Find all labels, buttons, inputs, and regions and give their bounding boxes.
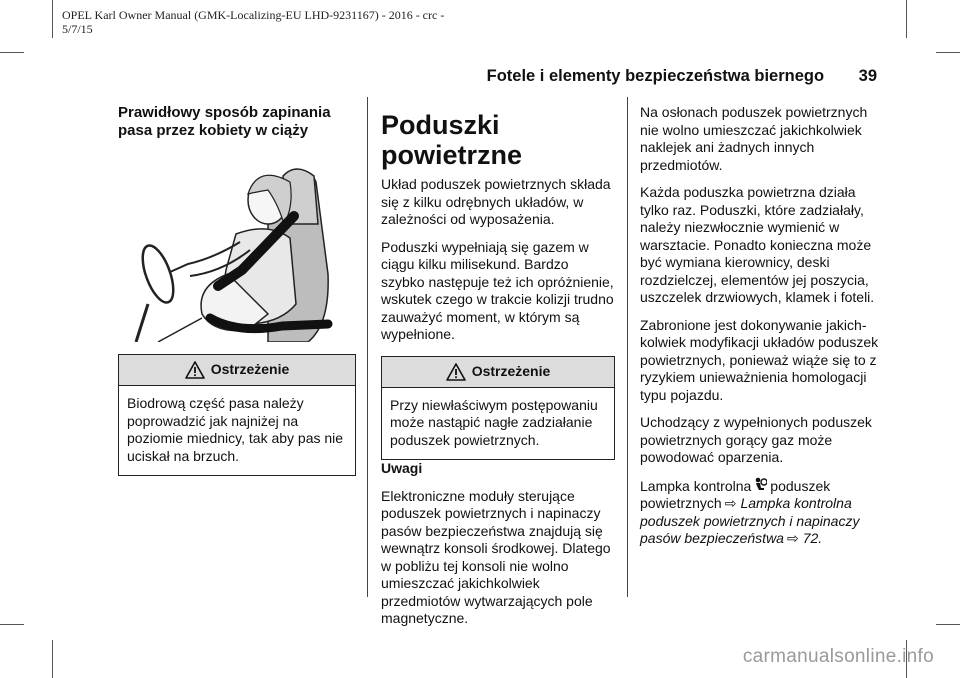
crop-mark — [52, 640, 53, 678]
crop-mark — [936, 52, 960, 53]
watermark: carmanualsonline.info — [742, 646, 934, 667]
running-header — [487, 67, 877, 86]
note-text: Elektroniczne moduły sterujące poduszek powietrznych i napinaczy pasów bezpieczeństwa znajdują się wewnątrz konsoli środkowej. Dlatego w pobliżu tej konsoli nie wolno umieszczać jakichkolwiek przedmiotów wytwarzających pole magnetyczne. — [381, 487, 611, 626]
warning-text: Biodrową część pasa należy poprowadzić jak najniżej na poziomie miednicy, tak aby pas nie uciskał na brzuch. — [127, 395, 344, 464]
crop-mark — [0, 624, 24, 625]
note-heading: Uwagi — [381, 460, 423, 476]
warning-text: Przy niewłaściwym postępowaniu może nastąpić nagłe zadziałanie poduszek powietrznych. — [390, 396, 598, 448]
airbag-indicator-icon — [753, 477, 767, 493]
warning-triangle-icon — [185, 361, 205, 379]
crossref-page[interactable]: 72. — [802, 530, 823, 546]
section-title: Fotele i elementy bezpieczeństwa biernego — [486, 67, 825, 85]
document-meta — [62, 8, 542, 36]
airbag-indicator-paragraph — [640, 477, 884, 548]
column-3 — [640, 104, 884, 558]
column-divider — [367, 97, 368, 597]
crop-mark — [0, 52, 24, 53]
crop-mark — [906, 0, 907, 38]
indicator-label: Lampka kontrolna — [640, 477, 752, 494]
indicator-label-cont: poduszek powietrznych — [640, 477, 831, 511]
warning-title: Ostrzeżenie — [210, 361, 290, 378]
column-1 — [118, 104, 356, 476]
meta-line-1: OPEL Karl Owner Manual (GMK-Localizing-EU LHD-9231167) - 2016 - crc - — [62, 8, 445, 22]
warning-title: Ostrzeżenie — [471, 362, 551, 379]
column-2 — [381, 104, 615, 638]
crossref-arrow-icon: ⇨ — [724, 495, 737, 511]
paragraph: Układ poduszek powietrznych składa się z kilku odrębnych układów, w zależności od wyposażenia. — [381, 176, 611, 227]
paragraph: Na osłonach poduszek powietrznych nie wolno umieszczać jakichkolwiek naklejek ani żadnych innych przedmiotów. — [640, 104, 868, 173]
column-divider — [627, 97, 628, 597]
crossref-link[interactable]: Lampka kontrolna poduszek powietrznych i napinaczy pasów bezpieczeństwa — [640, 495, 860, 546]
section-heading: Poduszki powietrzne — [381, 110, 523, 170]
meta-line-2: 5/7/15 — [62, 22, 93, 36]
paragraph: Poduszki wypełniają się gazem w ciągu kilku milisekund. Bardzo szybko następuje też ich opróżnienie, wskutek czego w trakcie kolizji trudno zauważyć moment, w którym są wypełnione. — [381, 238, 614, 342]
warning-triangle-icon — [446, 363, 466, 381]
page-number: 39 — [858, 67, 877, 85]
paragraph: Każda poduszka powietrzna działa tylko raz. Poduszki, które zadziałały, należy niezwłocznie wymienić w warsztacie. Ponadto konieczna może być wymiana kierownicy, deski rozdzielczej, elementów jej poszycia, uszczelek drzwiowych, klamek i foteli. — [640, 184, 875, 305]
subheading: Prawidłowy sposób zapinania pasa przez kobiety w ciąży — [118, 104, 331, 139]
warning-box — [381, 356, 615, 461]
crop-mark — [936, 624, 960, 625]
warning-box — [118, 354, 356, 476]
crossref-arrow-icon: ⇨ — [786, 530, 799, 546]
paragraph: Zabronione jest dokonywanie jakichkolwiek modyfikacji układów poduszek powietrznych, ponieważ wiąże się to z ryzykiem unieważnienia homologacji typu pojazdu. — [640, 316, 879, 403]
crop-mark — [52, 0, 53, 38]
pregnant-woman-seatbelt-illustration — [118, 154, 356, 342]
warning-header — [119, 355, 355, 386]
paragraph: Uchodzący z wypełnionych poduszek powietrznych gorący gaz może powodować oparzenia. — [640, 414, 872, 465]
warning-header — [382, 357, 614, 388]
